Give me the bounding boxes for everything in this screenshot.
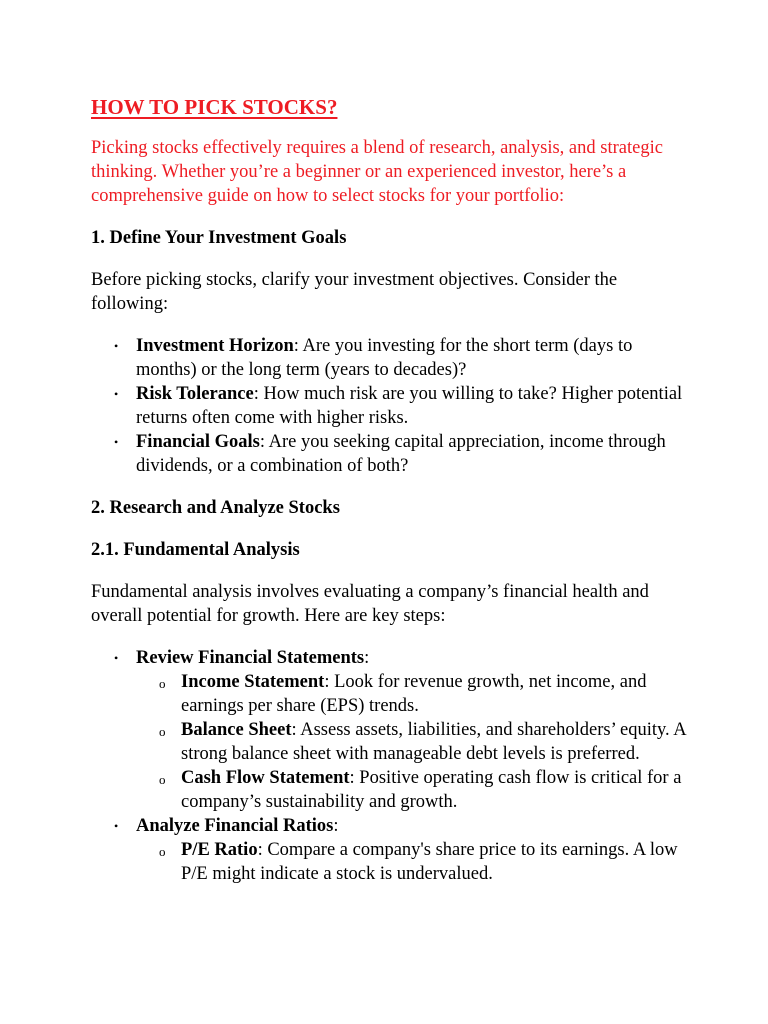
sub-list	[136, 838, 688, 886]
intro-paragraph: Picking stocks effectively requires a blend of research, analysis, and strategic thinking. Whether you’re a beginner or an experienced investor, here’s a comprehensive guide on how to select stocks for your portfolio:	[91, 138, 663, 206]
item-term: Investment Horizon	[136, 336, 294, 356]
item-text: : Are you seeking capital appreciation, income through dividends, or a combination of both?	[136, 432, 666, 476]
item-term: Risk Tolerance	[136, 384, 254, 404]
bullet-icon: •	[114, 387, 119, 401]
section-2-1-heading: 2.1. Fundamental Analysis	[91, 540, 300, 560]
item-text: : Look for revenue growth, net income, and earnings per share (EPS) trends.	[181, 672, 647, 716]
item-term: Income Statement	[181, 672, 325, 692]
section-1-heading: 1. Define Your Investment Goals	[91, 228, 347, 248]
item-term: Financial Goals	[136, 432, 260, 452]
item-term: P/E Ratio	[181, 840, 258, 860]
item-term: Review Financial Statements	[136, 648, 365, 668]
circle-bullet-icon: o	[159, 844, 166, 859]
circle-bullet-icon: o	[159, 676, 166, 691]
section-2-1-paragraph: Fundamental analysis involves evaluating a company’s financial health and overall potential for growth. Here are key steps:	[91, 582, 649, 626]
bullet-icon: •	[114, 435, 119, 449]
list-item	[114, 334, 688, 382]
item-text: : How much risk are you willing to take? Higher potential returns often come with higher risks.	[136, 384, 683, 428]
section-2-heading: 2. Research and Analyze Stocks	[91, 498, 340, 518]
sub-list-item	[159, 838, 688, 886]
list-item	[114, 382, 688, 430]
item-term: Balance Sheet	[181, 720, 292, 740]
section-1-paragraph: Before picking stocks, clarify your investment objectives. Consider the following:	[91, 270, 618, 314]
list-item	[114, 814, 688, 886]
item-term: Cash Flow Statement	[181, 768, 350, 788]
item-text: : Are you investing for the short term (days to months) or the long term (years to decades)?	[136, 336, 633, 380]
sub-list-item	[159, 718, 688, 766]
list-item	[114, 430, 688, 478]
sub-list-item	[159, 766, 688, 814]
circle-bullet-icon: o	[159, 772, 166, 787]
bullet-icon: •	[114, 651, 119, 665]
item-text: :	[333, 816, 339, 836]
bullet-icon: •	[114, 339, 119, 353]
document-title: HOW TO PICK STOCKS?	[91, 95, 338, 119]
list-item	[114, 646, 688, 814]
sub-list-item	[159, 670, 688, 718]
circle-bullet-icon: o	[159, 724, 166, 739]
sub-list	[136, 670, 688, 814]
goals-list	[91, 334, 688, 478]
bullet-icon: •	[114, 819, 119, 833]
item-term: Analyze Financial Ratios	[136, 816, 334, 836]
item-text: : Assess assets, liabilities, and shareholders’ equity. A strong balance sheet with manageable debt levels is preferred.	[181, 720, 686, 764]
item-text: : Compare a company's share price to its earnings. A low P/E might indicate a stock is undervalued.	[181, 840, 678, 884]
item-text: :	[364, 648, 370, 668]
analysis-list	[91, 646, 688, 886]
item-text: : Positive operating cash flow is critical for a company’s sustainability and growth.	[181, 768, 682, 812]
